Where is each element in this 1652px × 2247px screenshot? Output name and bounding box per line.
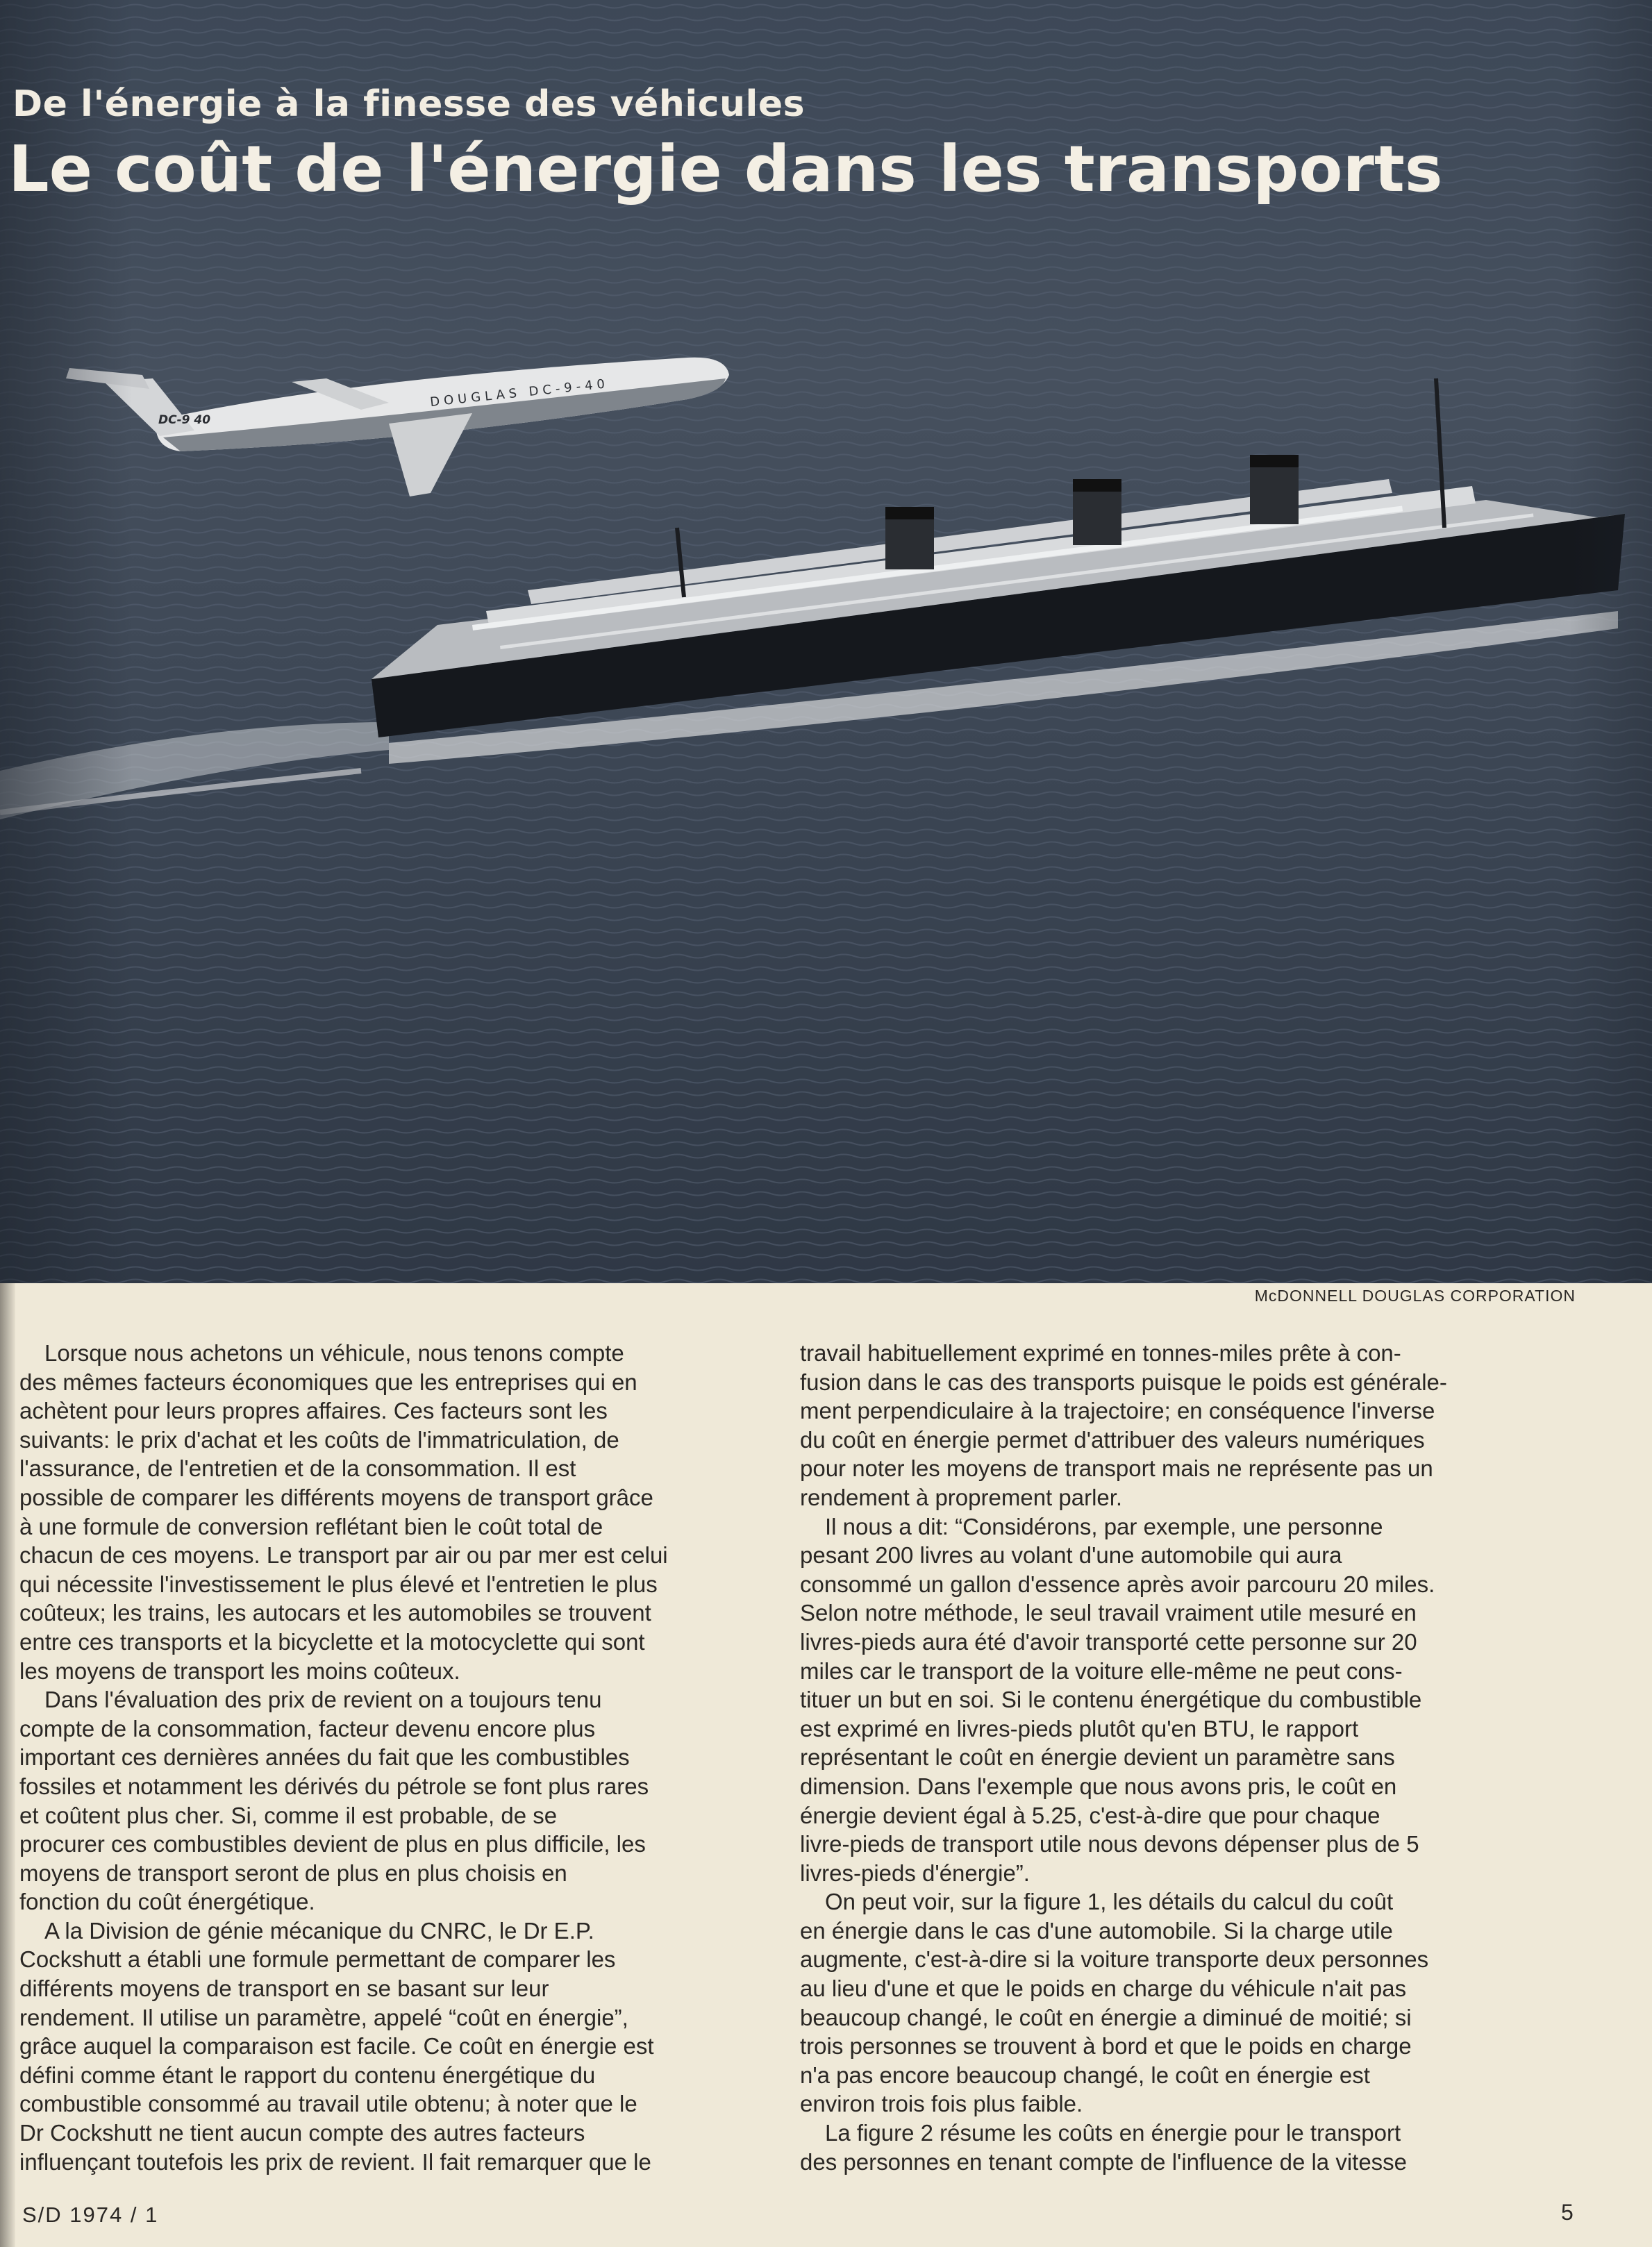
paragraph: Dans l'évaluation des prix de revient on a toujours tenu compte de la consommation, facteur devenu encore plus important ces dernières années du fait que les combustibles fossiles et notamment les dérivés du pétrole se font plus rares et coûtent plus cher. Si, comme il est probable, de se procurer ces combustibles devient de plus en plus difficile, les moyens de transport seront de plus en plus choisis en fonction du coût énergétique. <box>19 1687 649 1915</box>
photo-credit: McDONNELL DOUGLAS CORPORATION <box>1254 1287 1576 1305</box>
paragraph: On peut voir, sur la figure 1, les détails du calcul du coût en énergie dans le cas d'une automobile. Si la charge utile augmente, c'est-à-dire si la voiture transporte deux personnes au lieu d'une et que le poids en charge du véhicule n'ait pas beaucoup changé, le coût en énergie a diminué de moitié; si trois personnes se trouvent à bord et que le poids en charge n'a pas encore beaucoup changé, le coût en énergie est environ trois fois plus faible. <box>800 1889 1429 2117</box>
paragraph: travail habituellement exprimé en tonnes-miles prête à con- fusion dans le cas des transports puisque le poids est générale- ment perpendiculaire à la trajectoire; en conséquence l'inverse du coût en énergie permet d'attribuer des valeurs numériques pour noter les moyens de transport mais ne représente pas un rendement à proprement parler. <box>800 1340 1447 1510</box>
article-kicker: De l'énergie à la finesse des véhicules <box>12 83 806 125</box>
paragraph: A la Division de génie mécanique du CNRC, le Dr E.P. Cockshutt a établi une formule permettant de comparer les différents moyens de transport en se basant sur leur rendement. Il utilise un paramètre, appelé “coût en énergie”, grâce auquel la comparaison est facile. Ce coût en énergie est défini comme étant le rapport du contenu énergétique du combustible consommé au travail utile obtenu; à noter que le Dr Cockshutt ne tient aucun compte des autres facteurs influençant toutefois les prix de revient. Il fait remarquer que le <box>19 1917 654 2175</box>
article-title: Le coût de l'énergie dans les transports <box>8 132 1443 206</box>
page-gutter <box>0 1283 15 2247</box>
paragraph: Il nous a dit: “Considérons, par exemple, une personne pesant 200 livres au volant d'une automobile qui aura consommé un gallon d'essence après avoir parcouru 20 miles. Selon notre méthode, le seul travail vraiment utile mesuré en livres-pieds aura été d'avoir transporté cette personne sur 20 miles car le transport de la voiture elle-même ne peut cons- tituer un but en soi. Si le contenu énergétique du combustible est exprimé en livres-pieds plutôt qu'en BTU, le rapport représentant le coût en énergie devient un paramètre sans dimension. Dans l'exemple que nous avons pris, le coût en énergie devient égal à 5.25, c'est-à-dire que pour chaque livre-pieds de transport utile nous devons dépenser plus de 5 livres-pieds d'énergie”. <box>800 1513 1435 1886</box>
paragraph: Lorsque nous achetons un véhicule, nous tenons compte des mêmes facteurs économiques que les entreprises qui en achètent pour leurs propres affaires. Ces facteurs sont les suivants: le prix d'achat et les coûts de l'immatriculation, de l'assurance, de l'entretien et de la consommation. Il est possible de comparer les différents moyens de transport grâce à une formule de conversion reflétant bien le coût total de chacun de ces moyens. Le transport par air ou par mer est celui qui nécessite l'investissement le plus élevé et l'entretien le plus coûteux; les trains, les autocars et les automobiles se trouvent entre ces transports et la bicyclette et la motocyclette qui sont les moyens de transport les moins coûteux. <box>19 1340 668 1684</box>
paragraph: La figure 2 résume les coûts en énergie pour le transport des personnes en tenant compte de l'influence de la vitesse <box>800 2120 1408 2175</box>
text-column-right <box>800 1339 1550 2176</box>
issue-label: S/D 1974 / 1 <box>22 2203 159 2227</box>
page-number: 5 <box>1561 2200 1574 2225</box>
text-column-left <box>19 1339 762 2176</box>
